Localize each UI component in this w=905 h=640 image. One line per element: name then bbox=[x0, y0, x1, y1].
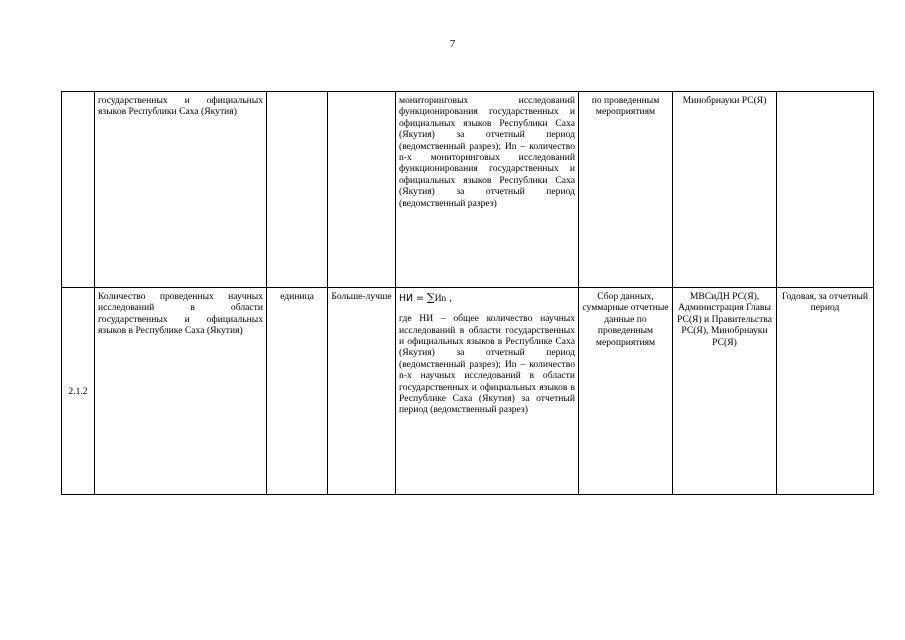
data-source: по проведенным мероприятиям bbox=[579, 92, 673, 288]
method-text: где НИ – общее количество научных исследований в области государственных и официальных языков в Республике Саха (Якутия) за отчетный период (ведомственный разрез); Иn – количество n-х научных исследований в области государственных и официальных языков в Республике Саха (Якутия) за отчетный период (ведомственный разрез) bbox=[399, 313, 575, 416]
method-text: мониторинговых исследований функционирования государственных и официальных языков Республики Саха (Якутия) за отчетный период (ведомственный разрез); Иn – количество n-х мониторинговых исследований функционирования государственных и официальных языков Республики Саха (Якутия) за отчетный период (ведомственный разрез) bbox=[399, 95, 575, 209]
formula bbox=[399, 291, 575, 305]
formula-lhs: НИ bbox=[399, 293, 414, 304]
formula-term: Иn bbox=[434, 294, 447, 304]
indicators-table bbox=[61, 91, 874, 495]
indicator-name: Количество проведенных научных исследований в области государственных и официальных языков в Республике Саха (Якутия) bbox=[95, 288, 267, 495]
responsible-body: МВСиДН РС(Я), Администрация Главы РС(Я) и Правительства РС(Я), Минобрнауки РС(Я) bbox=[673, 288, 777, 495]
unit-cell: единица bbox=[267, 288, 328, 495]
direction-cell: Больше-лучше bbox=[328, 288, 396, 495]
indicator-name: государственных и официальных языков Республики Саха (Якутия) bbox=[95, 92, 267, 288]
calculation-method bbox=[396, 92, 579, 288]
formula-equals: = bbox=[416, 293, 424, 304]
responsible-body: Минобрнауки РС(Я) bbox=[673, 92, 777, 288]
reporting-period bbox=[777, 92, 874, 288]
calculation-method bbox=[396, 288, 579, 495]
table-row bbox=[62, 92, 874, 288]
unit-cell bbox=[267, 92, 328, 288]
page-number: 7 bbox=[449, 38, 456, 50]
data-source: Сбор данных, суммарные отчетные данные по проведенным мероприятиям bbox=[579, 288, 673, 495]
sum-symbol: ∑ bbox=[426, 291, 435, 304]
direction-cell bbox=[328, 92, 396, 288]
row-number bbox=[62, 92, 95, 288]
table-row bbox=[62, 288, 874, 495]
row-number: 2.1.2 bbox=[62, 288, 95, 495]
reporting-period: Годовая, за отчетный период bbox=[777, 288, 874, 495]
formula-tail: , bbox=[449, 293, 453, 304]
